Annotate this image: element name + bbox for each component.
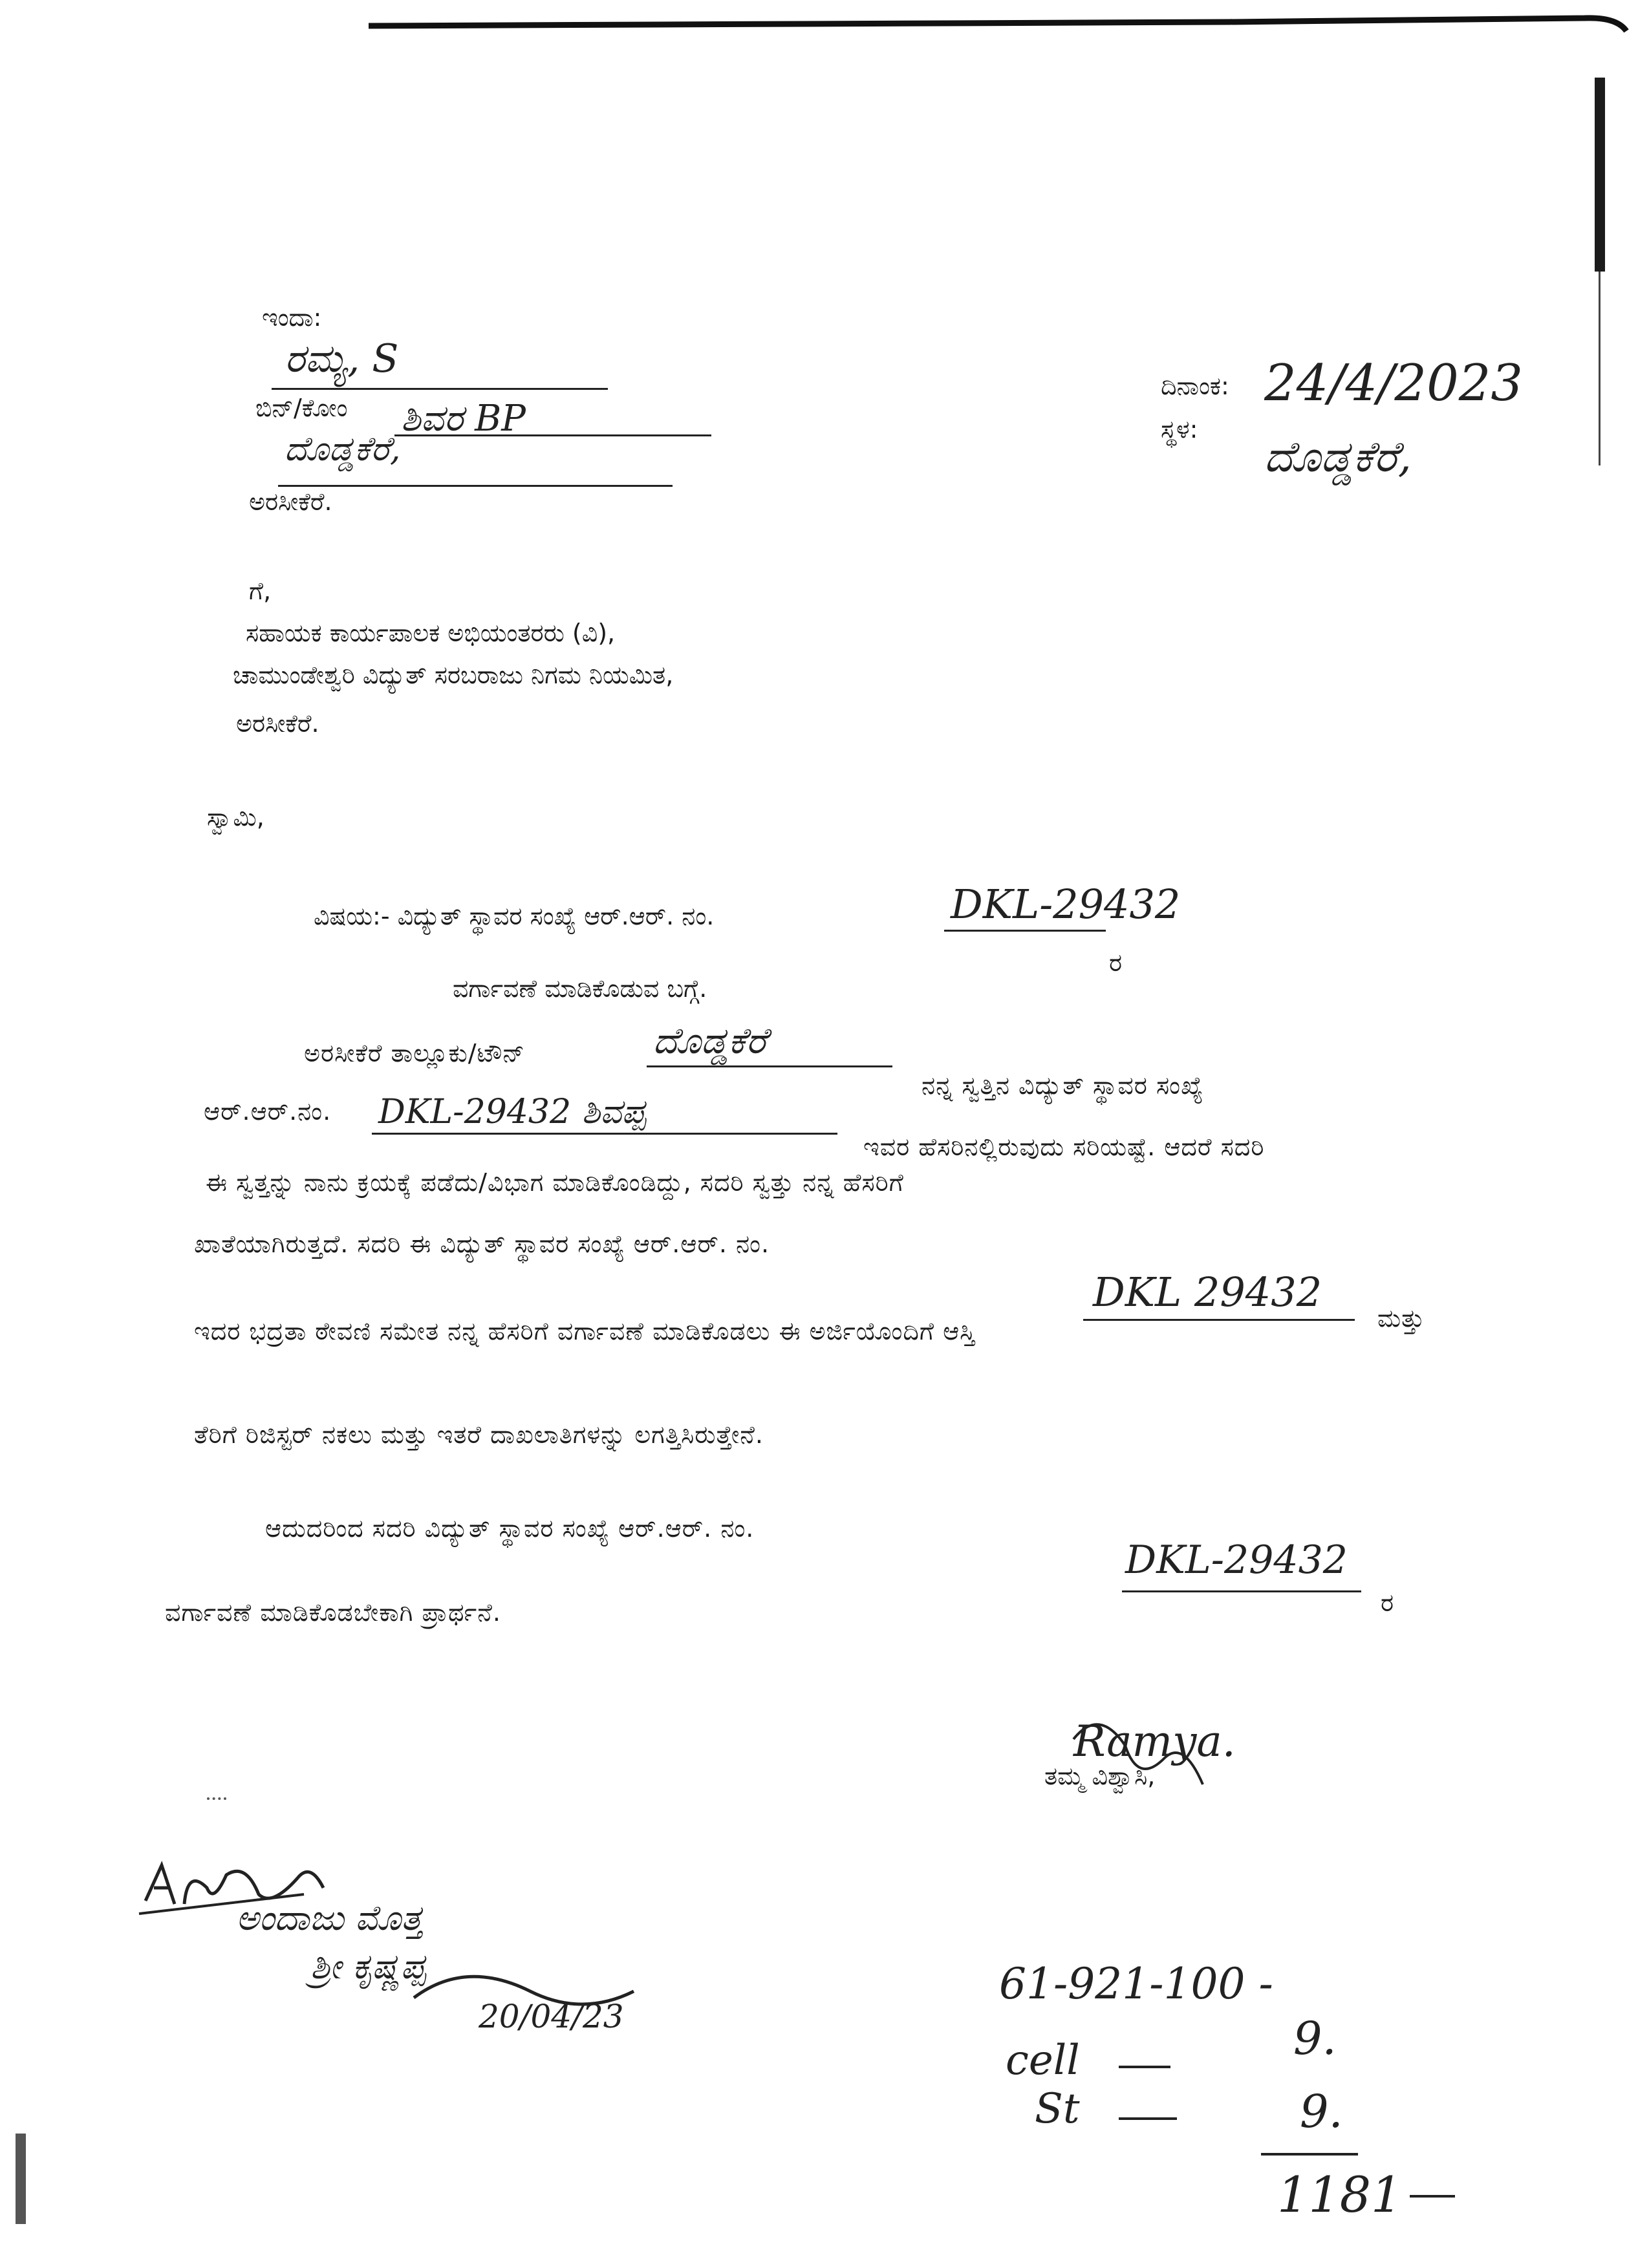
relation-label: ಬಿನ್/ಕೋಂ (255, 394, 348, 422)
fees-line-3-dash (1119, 2117, 1177, 2120)
closing-text: ತಮ್ಮ ವಿಶ್ವಾಸಿ, (1044, 1762, 1156, 1790)
to-label: ಗೆ, (249, 577, 272, 605)
from-town: ಅರಸೀಕೆರೆ. (249, 487, 332, 516)
fees-line-3-value: 9. (1300, 2085, 1343, 2138)
date-handwriting: 24/4/2023 (1264, 354, 1523, 412)
subject-line-1: ವಿಷಯ:- ವಿದ್ಯುತ್ ಸ್ಥಾವರ ಸಂಖ್ಯೆ ಆರ್.ಆರ್. ನಂ. (314, 902, 715, 930)
to-line-1: ಸಹಾಯಕ ಕಾರ್ಯಪಾಲಕ ಅಭಿಯಂತರರು (ವಿ), (246, 619, 616, 647)
note-date: 20/04/23 (479, 1998, 624, 2035)
subject-suffix: ರ (1109, 948, 1123, 977)
date-label: ದಿನಾಂಕ: (1161, 372, 1229, 400)
fees-line-3-label: St (1035, 2085, 1080, 2133)
body-p1-l2-b: ಇವರ ಹೆಸರಿನಲ್ಲಿರುವುದು ಸರಿಯಷ್ಟೆ. ಆದರೆ ಸದರಿ (863, 1133, 1265, 1161)
fees-total-rule (1261, 2153, 1358, 2156)
body-p1-l3: ಈ ಸ್ವತ್ತನ್ನು ನಾನು ಕ್ರಯಕ್ಕೆ ಪಡೆದು/ವಿಭಾಗ ಮಾಡಿಕೊಂಡಿದ್ದು, ಸದರಿ ಸ್ವತ್ತು ನನ್ನ ಹೆಸರಿಗೆ (206, 1168, 904, 1197)
body-p1-l4-a: ಖಾತೆಯಾಗಿರುತ್ತದೆ. ಸದರಿ ಈ ವಿದ್ಯುತ್ ಸ್ಥಾವರ ಸಂಖ್ಯೆ ಆರ್.ಆರ್. ನಂ. (194, 1230, 770, 1258)
body-p1-l2-a: ಆರ್.ಆರ್.ನಂ. (204, 1097, 332, 1126)
place-handwriting: ದೊಡ್ಡಕೆರೆ, (1264, 432, 1412, 482)
subject-line-2: ವರ್ಗಾವಣೆ ಮಾಡಿಕೊಡುವ ಬಗ್ಗೆ. (453, 974, 707, 1003)
body-p1-l1-rule (647, 1065, 892, 1067)
closing-signature: Ramya. (1073, 1717, 1236, 1766)
to-line-3: ಅರಸೀಕೆರೆ. (236, 709, 319, 738)
body-p1-l2-rule (372, 1133, 837, 1135)
body-p1-l1-handwriting: ದೊಡ್ಡಕೆರೆ (653, 1020, 767, 1062)
body-p1-l5: ಇದರ ಭದ್ರತಾ ಠೇವಣಿ ಸಮೇತ ನನ್ನ ಹೆಸರಿಗೆ ವರ್ಗಾವಣೆ ಮಾಡಿಕೊಡಲು ಈ ಅರ್ಜಿಯೊಂದಿಗೆ ಆಸ್ತಿ (194, 1317, 976, 1345)
fees-total-dash (1410, 2195, 1455, 2198)
body-p1-l6: ತೆರಿಗೆ ರಿಜಿಸ್ಟರ್ ನಕಲು ಮತ್ತು ಇತರೆ ದಾಖಲಾತಿಗಳನ್ನು ಲಗತ್ತಿಸಿರುತ್ತೇನೆ. (194, 1420, 764, 1449)
body-p1-l4-b: ಮತ್ತು (1377, 1304, 1425, 1332)
fees-line-1: 61-921-100 - (999, 1959, 1273, 2009)
fees-total: 1181 (1277, 2166, 1403, 2223)
place-label: ಸ್ಥಳ: (1161, 415, 1198, 444)
from-name-handwriting: ರಮ್ಯ, S (285, 336, 399, 381)
body-p2-l1-handwriting: DKL-29432 (1125, 1537, 1348, 1583)
note-line-2: ಶ್ರೀ ಕೃಷ್ಣಪ್ಪ (310, 1946, 426, 1987)
from-label: ಇಂದಾ: (262, 303, 322, 332)
from-name-rule (272, 388, 608, 390)
note-line-1: ಅಂದಾಜು ಮೊತ್ತ (236, 1898, 423, 1938)
dots-left (207, 1797, 226, 1803)
right-scan-edge (1595, 78, 1605, 272)
body-p2-l1-b: ರ (1381, 1589, 1395, 1617)
village-handwriting: ದೊಡ್ಡಕೆರೆ, (285, 430, 401, 469)
subject-rr-rule (944, 930, 1106, 932)
relation-rule (394, 434, 711, 436)
body-p1-l1-b: ನನ್ನ ಸ್ವತ್ತಿನ ವಿದ್ಯುತ್ ಸ್ಥಾವರ ಸಂಖ್ಯೆ (921, 1071, 1204, 1100)
body-p2-l2: ವರ್ಗಾವಣೆ ಮಾಡಿಕೊಡಬೇಕಾಗಿ ಪ್ರಾರ್ಥನೆ. (165, 1598, 501, 1627)
body-p1-l4-handwriting: DKL 29432 (1093, 1268, 1322, 1316)
right-scan-edge-thin (1599, 272, 1600, 465)
bottom-left-scan-mark (16, 2134, 26, 2224)
subject-rr-handwriting: DKL-29432 (951, 881, 1181, 928)
salutation: ಸ್ವಾಮಿ, (207, 803, 264, 831)
village-rule (278, 485, 673, 487)
body-p2-l1-rule (1122, 1590, 1361, 1592)
relation-handwriting: ಶಿವರ BP (401, 398, 526, 440)
body-p1-l1-a: ಅರಸೀಕೆರೆ ತಾಲ್ಲೂಕು/ಟೌನ್ (304, 1039, 525, 1067)
to-line-2: ಚಾಮುಂಡೇಶ್ವರಿ ವಿದ್ಯುತ್ ಸರಬರಾಜು ನಿಗಮ ನಿಯಮಿತ, (233, 661, 674, 689)
fees-line-2-dash (1119, 2066, 1170, 2068)
top-scan-edge (0, 0, 1649, 52)
body-p2-l1-a: ಆದುದರಿಂದ ಸದರಿ ವಿದ್ಯುತ್ ಸ್ಥಾವರ ಸಂಖ್ಯೆ ಆರ್.ಆರ್. ನಂ. (265, 1514, 755, 1543)
fees-line-2-label: cell (1006, 2037, 1080, 2084)
body-p1-l2-handwriting: DKL-29432 ಶಿವಪ್ಪ (378, 1093, 646, 1131)
body-p1-l4-rule (1083, 1319, 1355, 1321)
fees-line-2-value: 9. (1293, 2012, 1337, 2065)
